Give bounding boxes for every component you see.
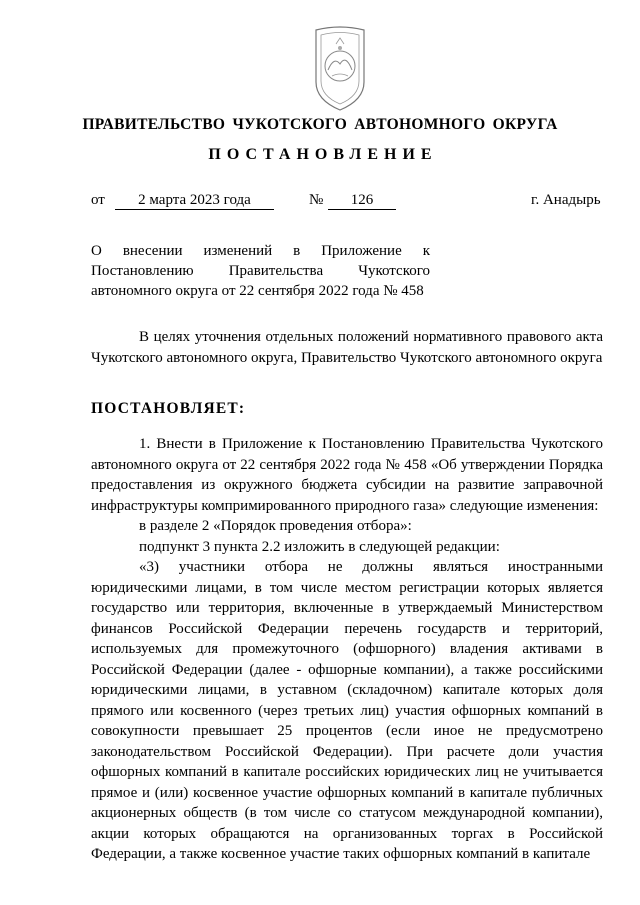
- government-title: ПРАВИТЕЛЬСТВО ЧУКОТСКОГО АВТОНОМНОГО ОКРУГА: [82, 116, 558, 133]
- paragraph-amendment: 1. Внести в Приложение к Постановлению Правительства Чукотского автономного округа от 22 сентября 2022 года № 458 «Об утверждении Порядка предоставления из окружного бюджета субсидии на развитие заправочной инфраструктуры компримированного природного газа» следующие изменения:: [91, 436, 603, 514]
- date-prefix: от: [91, 192, 105, 208]
- resolves-heading: ПОСТАНОВЛЯЕТ:: [91, 400, 246, 417]
- document-body: [91, 434, 603, 865]
- document-type-title: ПОСТАНОВЛЕНИЕ: [208, 146, 438, 163]
- preamble-text: В целях уточнения отдельных положений нормативного правового акта Чукотского автономного округа, Правительство Чукотского автономного округа: [91, 329, 603, 366]
- document-date: 2 марта 2023 года: [115, 191, 274, 210]
- paragraph-subclause: подпункт 3 пункта 2.2 изложить в следующей редакции:: [139, 538, 500, 555]
- coat-of-arms-emblem: [306, 26, 374, 112]
- paragraph-new-wording: «3) участники отбора не должны являться иностранными юридическими лицами, в том числе местом регистрации которых является государство или территория, включенные в утверждаемый Министерством финансов Российской Федерации перечень государств и территорий, используемых для промежуточного (офшорного) владения активами в Российской Федерации (далее - офшорные компании), а также российскими юридическими лицами, в уставном (складочном) капитале которых доля прямого или косвенного (через третьих лиц) участия офшорных компаний в совокупности превышает 25 процентов (если иное не предусмотрено законодательством Российской Федерации). При расчете доли участия офшорных компаний в капитале российских юридических лиц не учитывается прямое и (или) косвенное участие офшорных компаний в капитале публичных акционерных обществ (в том числе со статусом международной компании), акции которых обращаются на организованных торгах в Российской Федерации, а также косвенное участие таких офшорных компаний в капитале: [91, 559, 603, 862]
- document-number: 126: [328, 191, 396, 210]
- document-subject: О внесении изменений в Приложение к Постановлению Правительства Чукотского автономного округа от 22 сентября 2022 года № 458: [91, 243, 430, 299]
- document-city: г. Анадырь: [531, 192, 601, 208]
- number-prefix: №: [309, 192, 324, 208]
- paragraph-section: в разделе 2 «Порядок проведения отбора»:: [139, 518, 412, 534]
